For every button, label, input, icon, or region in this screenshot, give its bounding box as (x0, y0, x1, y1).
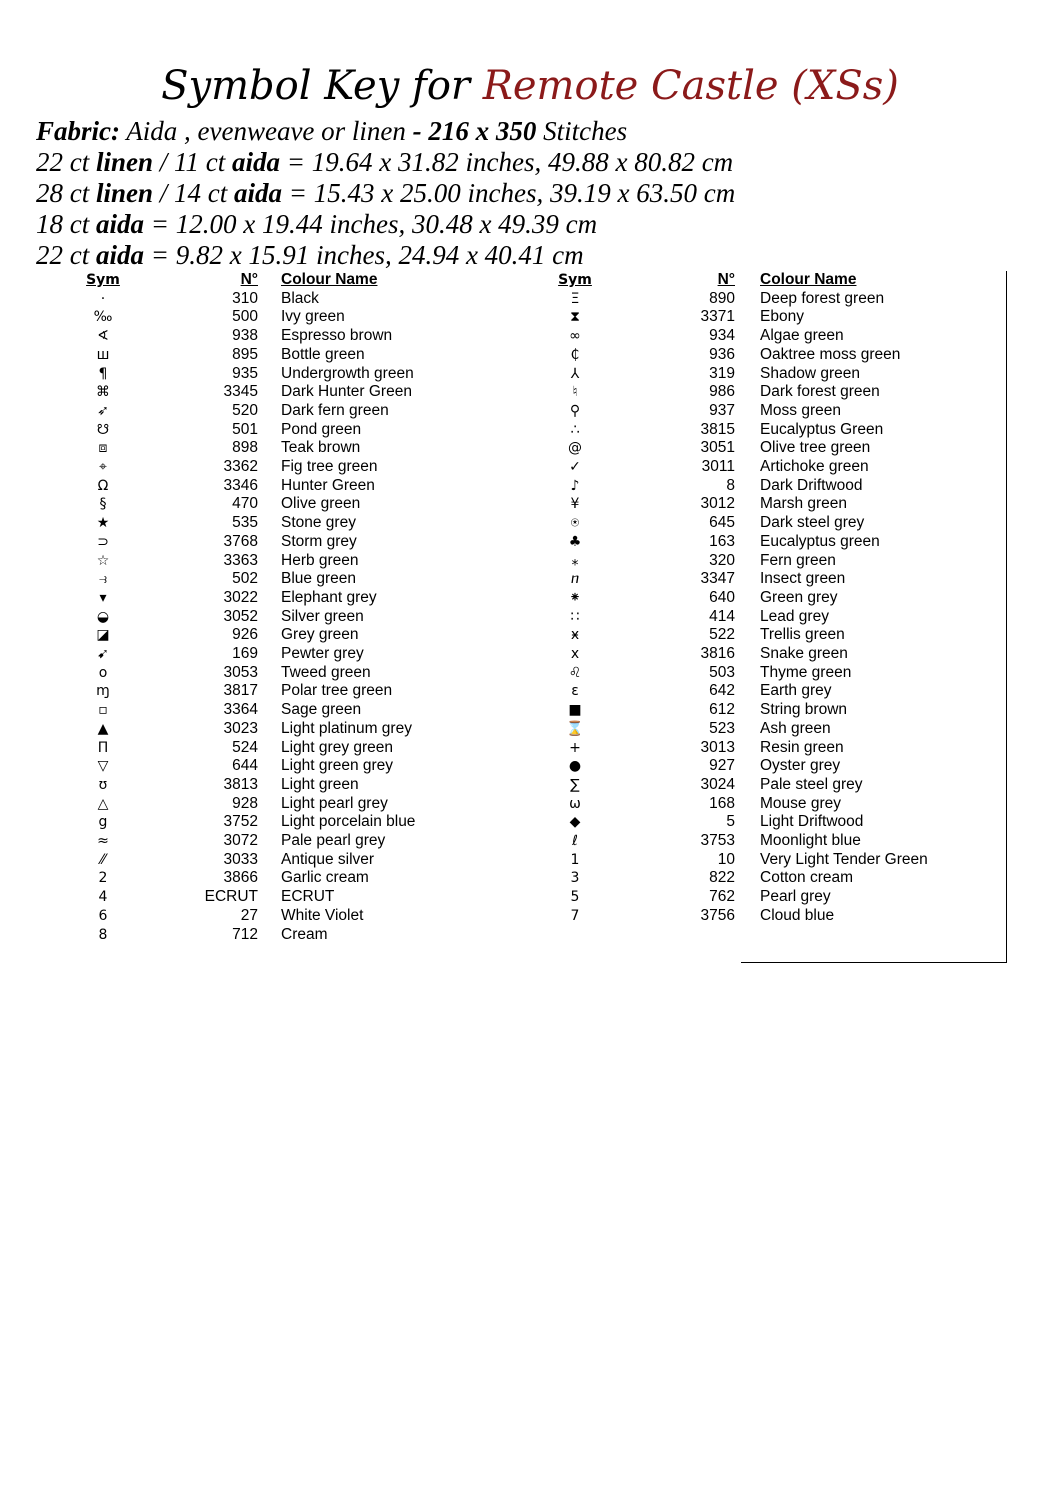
floss-number: 3346 (223, 476, 258, 494)
stitch-symbol: 7 (570, 907, 580, 924)
colour-name: Ash green (760, 719, 831, 737)
spec-text: Aida , evenweave or linen (120, 116, 413, 146)
floss-number: 3072 (223, 832, 258, 849)
spec-text: 22 ct (36, 240, 96, 270)
stitch-symbol: ▽ (97, 758, 109, 775)
stitch-symbol: 6 (98, 907, 108, 924)
stitch-symbol: ⴖ (570, 571, 580, 588)
floss-number: 524 (232, 738, 258, 756)
colour-name-header: Colour Name (281, 271, 378, 288)
spec-text: = 15.43 x 25.00 inches, 39.19 x 63.50 cm (282, 178, 736, 208)
spec-emphasis: aida (232, 147, 281, 177)
colour-name: Deep forest green (760, 289, 885, 307)
stitch-symbol: ☆ (96, 552, 110, 569)
floss-number: 3053 (223, 663, 258, 681)
fabric-specifications (36, 116, 735, 271)
stitch-symbol: ω (569, 795, 581, 812)
colour-name: Snake green (760, 645, 848, 662)
colour-name: Marsh green (760, 495, 848, 513)
colour-name: Antique silver (281, 850, 375, 868)
colour-name: Tweed green (281, 663, 371, 681)
stitch-symbol: ◪ (96, 627, 110, 644)
floss-number: 5 (726, 813, 735, 831)
colour-name: Polar tree green (281, 682, 393, 700)
colour-name: Espresso brown (281, 327, 393, 345)
colour-name: Light green grey (281, 757, 394, 775)
colour-name: Undergrowth green (281, 364, 414, 382)
floss-number: 3363 (223, 551, 258, 569)
spec-text: Stitches (536, 116, 628, 146)
stitch-symbol: 4 (98, 889, 108, 906)
floss-number: 523 (709, 719, 735, 737)
stitch-symbol: Ω (97, 477, 109, 494)
stitch-symbol: ◆ (569, 814, 581, 831)
stitch-symbol: ◒ (96, 608, 110, 625)
floss-number: 470 (232, 495, 258, 513)
floss-number: 986 (709, 383, 735, 401)
colour-name: Shadow green (760, 364, 860, 382)
colour-name: Dark fern green (281, 401, 389, 419)
colour-name: Light grey green (281, 738, 394, 756)
floss-number: 414 (709, 607, 735, 625)
floss-number: 3752 (223, 813, 258, 831)
colour-name: ECRUT (281, 888, 335, 906)
colour-name: Black (281, 289, 319, 307)
stitch-symbol: 3 (570, 870, 580, 887)
stitch-symbol: 1 (570, 851, 580, 868)
stitch-symbol: ▾ (99, 589, 107, 606)
stitch-symbol: ₵ (570, 346, 580, 363)
colour-name: Dark steel grey (760, 514, 865, 532)
spec-line (36, 240, 735, 271)
spec-emphasis: aida (234, 178, 283, 208)
colour-name: Dark Driftwood (760, 476, 863, 494)
colour-name: Moss green (760, 401, 841, 419)
spec-text: 28 ct (36, 178, 96, 208)
colour-name: Elephant grey (281, 588, 377, 606)
colour-name: Pewter grey (281, 645, 364, 662)
stitch-symbol: △ (97, 795, 109, 812)
floss-number: 3051 (700, 439, 735, 457)
number-header: N° (240, 271, 258, 288)
stitch-symbol: ⊃ (97, 533, 109, 550)
stitch-symbol: ⁎ (571, 552, 579, 569)
stitch-symbol: ➶ (97, 402, 109, 419)
stitch-symbol: ♌ (568, 664, 582, 681)
colour-name: Oaktree moss green (760, 345, 901, 363)
stitch-symbol: ☋ (96, 421, 110, 438)
colour-name: Oyster grey (760, 757, 841, 775)
stitch-symbol: ε (571, 683, 579, 700)
colour-name: Olive green (281, 495, 361, 513)
spec-text: 18 ct (36, 209, 96, 239)
floss-number: 822 (709, 869, 735, 887)
floss-number: 762 (709, 888, 735, 906)
colour-name: Cream (281, 925, 328, 943)
colour-name: Teak brown (281, 439, 361, 457)
stitch-symbol: ⥽ (99, 571, 107, 588)
spec-text: = 12.00 x 19.44 inches, 30.48 x 49.39 cm (144, 209, 598, 239)
stitch-symbol: ♣ (568, 533, 582, 550)
stitch-symbol: Ξ (570, 290, 580, 307)
stitch-symbol: ⧗ (570, 309, 580, 326)
floss-number: 501 (232, 420, 258, 438)
colour-name: Ivy green (281, 308, 345, 326)
floss-number: 319 (709, 364, 735, 382)
spec-line (36, 147, 735, 178)
stitch-symbol: ɱ (96, 683, 110, 700)
stitch-symbol: ♮ (572, 384, 578, 401)
stitch-symbol: ℓ (572, 833, 578, 849)
floss-number: 712 (232, 925, 258, 943)
floss-number: 890 (709, 289, 735, 307)
colour-name: Light pearl grey (281, 794, 388, 812)
floss-number: 644 (232, 757, 258, 775)
sym-header: Sym (558, 272, 592, 288)
floss-number: 502 (232, 570, 258, 588)
stitch-symbol: ● (568, 758, 582, 775)
colour-name: Fern green (760, 551, 836, 569)
floss-number: 895 (232, 345, 258, 363)
floss-number: 937 (709, 401, 735, 419)
stitch-symbol: ш (96, 346, 110, 363)
spec-text: 22 ct (36, 147, 96, 177)
floss-number: 3052 (223, 607, 258, 625)
stitch-symbol: § (99, 496, 107, 513)
number-header: N° (717, 271, 735, 288)
floss-number: 898 (232, 439, 258, 457)
colour-name: Lead grey (760, 607, 829, 625)
colour-name: String brown (760, 701, 848, 719)
floss-number: 10 (717, 850, 735, 868)
colour-name: Herb green (281, 551, 359, 569)
floss-number: 3813 (223, 775, 258, 793)
colour-name: Garlic cream (281, 869, 369, 887)
colour-name-header: Colour Name (760, 271, 857, 288)
colour-name: Storm grey (281, 532, 357, 550)
stitch-symbol: ¶ (98, 365, 108, 382)
stitch-symbol: ♪ (570, 477, 580, 494)
spec-emphasis: Fabric: (36, 116, 120, 146)
sym-header: Sym (86, 272, 120, 288)
stitch-symbol: ✓ (569, 459, 581, 475)
colour-name: Ebony (760, 308, 804, 326)
colour-name: Sage green (281, 701, 362, 719)
stitch-symbol: ▫ (98, 702, 108, 719)
colour-name: Pale steel grey (760, 775, 863, 793)
floss-number: 612 (709, 701, 735, 719)
floss-number: 3023 (223, 719, 258, 737)
spec-text: / 14 ct (153, 178, 235, 208)
colour-name: Resin green (760, 738, 844, 756)
floss-number: 3347 (700, 570, 735, 588)
stitch-symbol: ▲ (97, 720, 109, 737)
floss-number: 3817 (223, 682, 258, 700)
stitch-symbol: ⁕ (569, 589, 581, 606)
floss-number: 3022 (223, 588, 258, 606)
page-title (0, 58, 1060, 114)
colour-name: Cloud blue (760, 906, 835, 924)
floss-number: 640 (709, 588, 735, 606)
floss-number: 3768 (223, 532, 258, 550)
colour-name: Dark Hunter Green (281, 383, 412, 401)
stitch-symbol: ➹ (97, 646, 109, 662)
colour-name: Fig tree green (281, 458, 378, 475)
spec-emphasis: linen (96, 178, 154, 208)
floss-number: 310 (232, 289, 258, 307)
floss-number: 3024 (700, 775, 735, 793)
spec-emphasis: aida (96, 240, 145, 270)
floss-number: 3345 (223, 383, 258, 401)
colour-name: Algae green (760, 327, 844, 345)
floss-number: 3012 (700, 495, 735, 513)
title-prefix: Symbol Key for (161, 63, 471, 109)
stitch-symbol: + (569, 739, 581, 756)
colour-name: Trellis green (760, 626, 845, 644)
stitch-symbol: ⌖ (99, 459, 107, 475)
colour-name: Hunter Green (281, 476, 375, 494)
colour-name: Olive tree green (760, 439, 871, 457)
colour-name: Light platinum grey (281, 719, 412, 737)
stitch-symbol: @ (568, 440, 582, 457)
stitch-symbol: ¥ (570, 496, 580, 513)
colour-name: White Violet (281, 906, 364, 924)
colour-name: Cotton cream (760, 869, 854, 887)
floss-number: 3033 (223, 850, 258, 868)
floss-number: 3753 (700, 832, 735, 849)
colour-name: Bottle green (281, 345, 365, 363)
floss-number: 935 (232, 364, 258, 382)
floss-number: 500 (232, 308, 258, 326)
floss-number: 3816 (700, 645, 735, 662)
floss-number: 934 (709, 327, 735, 345)
colour-name: Eucalyptus green (760, 532, 880, 550)
floss-number: 3362 (223, 458, 258, 475)
table-frame-bottom-border (741, 962, 1007, 963)
spec-emphasis: linen (96, 147, 154, 177)
spec-emphasis: - 216 x 350 (412, 116, 537, 146)
stitch-symbol: ∢ (97, 328, 109, 345)
floss-number: 645 (709, 514, 735, 532)
stitch-symbol: ⚲ (569, 402, 581, 419)
floss-number: 3013 (700, 738, 735, 756)
stitch-symbol: ⁄⁄ (100, 851, 106, 868)
stitch-symbol: ‰ (93, 309, 113, 326)
stitch-symbol: 2 (98, 870, 108, 887)
floss-number: 927 (709, 757, 735, 775)
colour-name: Pond green (281, 420, 362, 438)
colour-name: Moonlight blue (760, 832, 861, 849)
stitch-symbol: ʊ (98, 776, 108, 793)
floss-number: 320 (709, 551, 735, 569)
floss-number: 535 (232, 514, 258, 532)
spec-line (36, 178, 735, 209)
stitch-symbol: ∴ (570, 421, 580, 438)
colour-name: Dark forest green (760, 383, 880, 401)
stitch-symbol: ⌛ (566, 720, 584, 737)
colour-name: Thyme green (760, 663, 852, 681)
floss-number: 926 (232, 626, 258, 644)
colour-name: Earth grey (760, 682, 832, 700)
colour-name: Light green (281, 775, 359, 793)
stitch-symbol: ■ (568, 702, 582, 719)
stitch-symbol: ⧈ (98, 440, 108, 457)
stitch-symbol: ӿ (570, 627, 580, 644)
floss-number: 520 (232, 401, 258, 419)
stitch-symbol: ∷ (570, 608, 580, 625)
stitch-symbol: x (570, 646, 580, 662)
stitch-symbol: o (98, 664, 108, 681)
floss-number: 163 (709, 532, 735, 550)
floss-number: 3866 (223, 869, 258, 887)
table-frame-right-border (1006, 271, 1007, 963)
spec-line (36, 209, 735, 240)
stitch-symbol: ≈ (97, 833, 109, 849)
stitch-symbol: Π (97, 739, 109, 756)
colour-name: Grey green (281, 626, 359, 644)
colour-name: Pearl grey (760, 888, 831, 906)
colour-name: Blue green (281, 570, 356, 588)
floss-number: 8 (726, 476, 735, 494)
colour-name: Stone grey (281, 514, 356, 532)
colour-name: Eucalyptus Green (760, 420, 884, 438)
floss-number: 503 (709, 663, 735, 681)
stitch-symbol: ⌘ (96, 384, 110, 401)
stitch-symbol: ⍟ (570, 515, 580, 532)
colour-name: Very Light Tender Green (760, 850, 928, 868)
colour-name: Pale pearl grey (281, 832, 386, 849)
pattern-name: Remote Castle (XSs) (482, 63, 899, 109)
spec-text: = 19.64 x 31.82 inches, 49.88 x 80.82 cm (280, 147, 734, 177)
floss-number: ECRUT (204, 888, 258, 906)
stitch-symbol: · (100, 290, 106, 307)
floss-number: 169 (232, 645, 258, 662)
stitch-symbol: 8 (98, 926, 108, 943)
floss-number: 168 (709, 794, 735, 812)
colour-name: Insect green (760, 570, 846, 588)
floss-number: 3011 (701, 458, 735, 475)
stitch-symbol: ∞ (569, 328, 581, 345)
spec-line (36, 116, 735, 147)
spec-text: = 9.82 x 15.91 inches, 24.94 x 40.41 cm (144, 240, 584, 270)
floss-number: 928 (232, 794, 258, 812)
floss-number: 938 (232, 327, 258, 345)
colour-name: Light Driftwood (760, 813, 864, 831)
floss-number: 642 (709, 682, 735, 700)
colour-name: Silver green (281, 607, 364, 625)
spec-text: / 11 ct (153, 147, 233, 177)
colour-name: Artichoke green (760, 458, 869, 475)
floss-number: 3364 (223, 701, 258, 719)
floss-number: 3815 (700, 420, 735, 438)
colour-name: Mouse grey (760, 794, 841, 812)
spec-emphasis: aida (96, 209, 145, 239)
floss-number: 27 (240, 906, 258, 924)
colour-name: Green grey (760, 588, 838, 606)
floss-number: 522 (709, 626, 735, 644)
floss-number: 3756 (700, 906, 735, 924)
stitch-symbol: g (98, 814, 108, 831)
floss-number: 936 (709, 345, 735, 363)
stitch-symbol: 5 (570, 889, 580, 906)
stitch-symbol: ∑ (570, 776, 580, 793)
stitch-symbol: ★ (96, 515, 110, 532)
floss-number: 3371 (700, 308, 735, 326)
colour-name: Light porcelain blue (281, 813, 416, 831)
stitch-symbol: ⅄ (570, 365, 580, 382)
